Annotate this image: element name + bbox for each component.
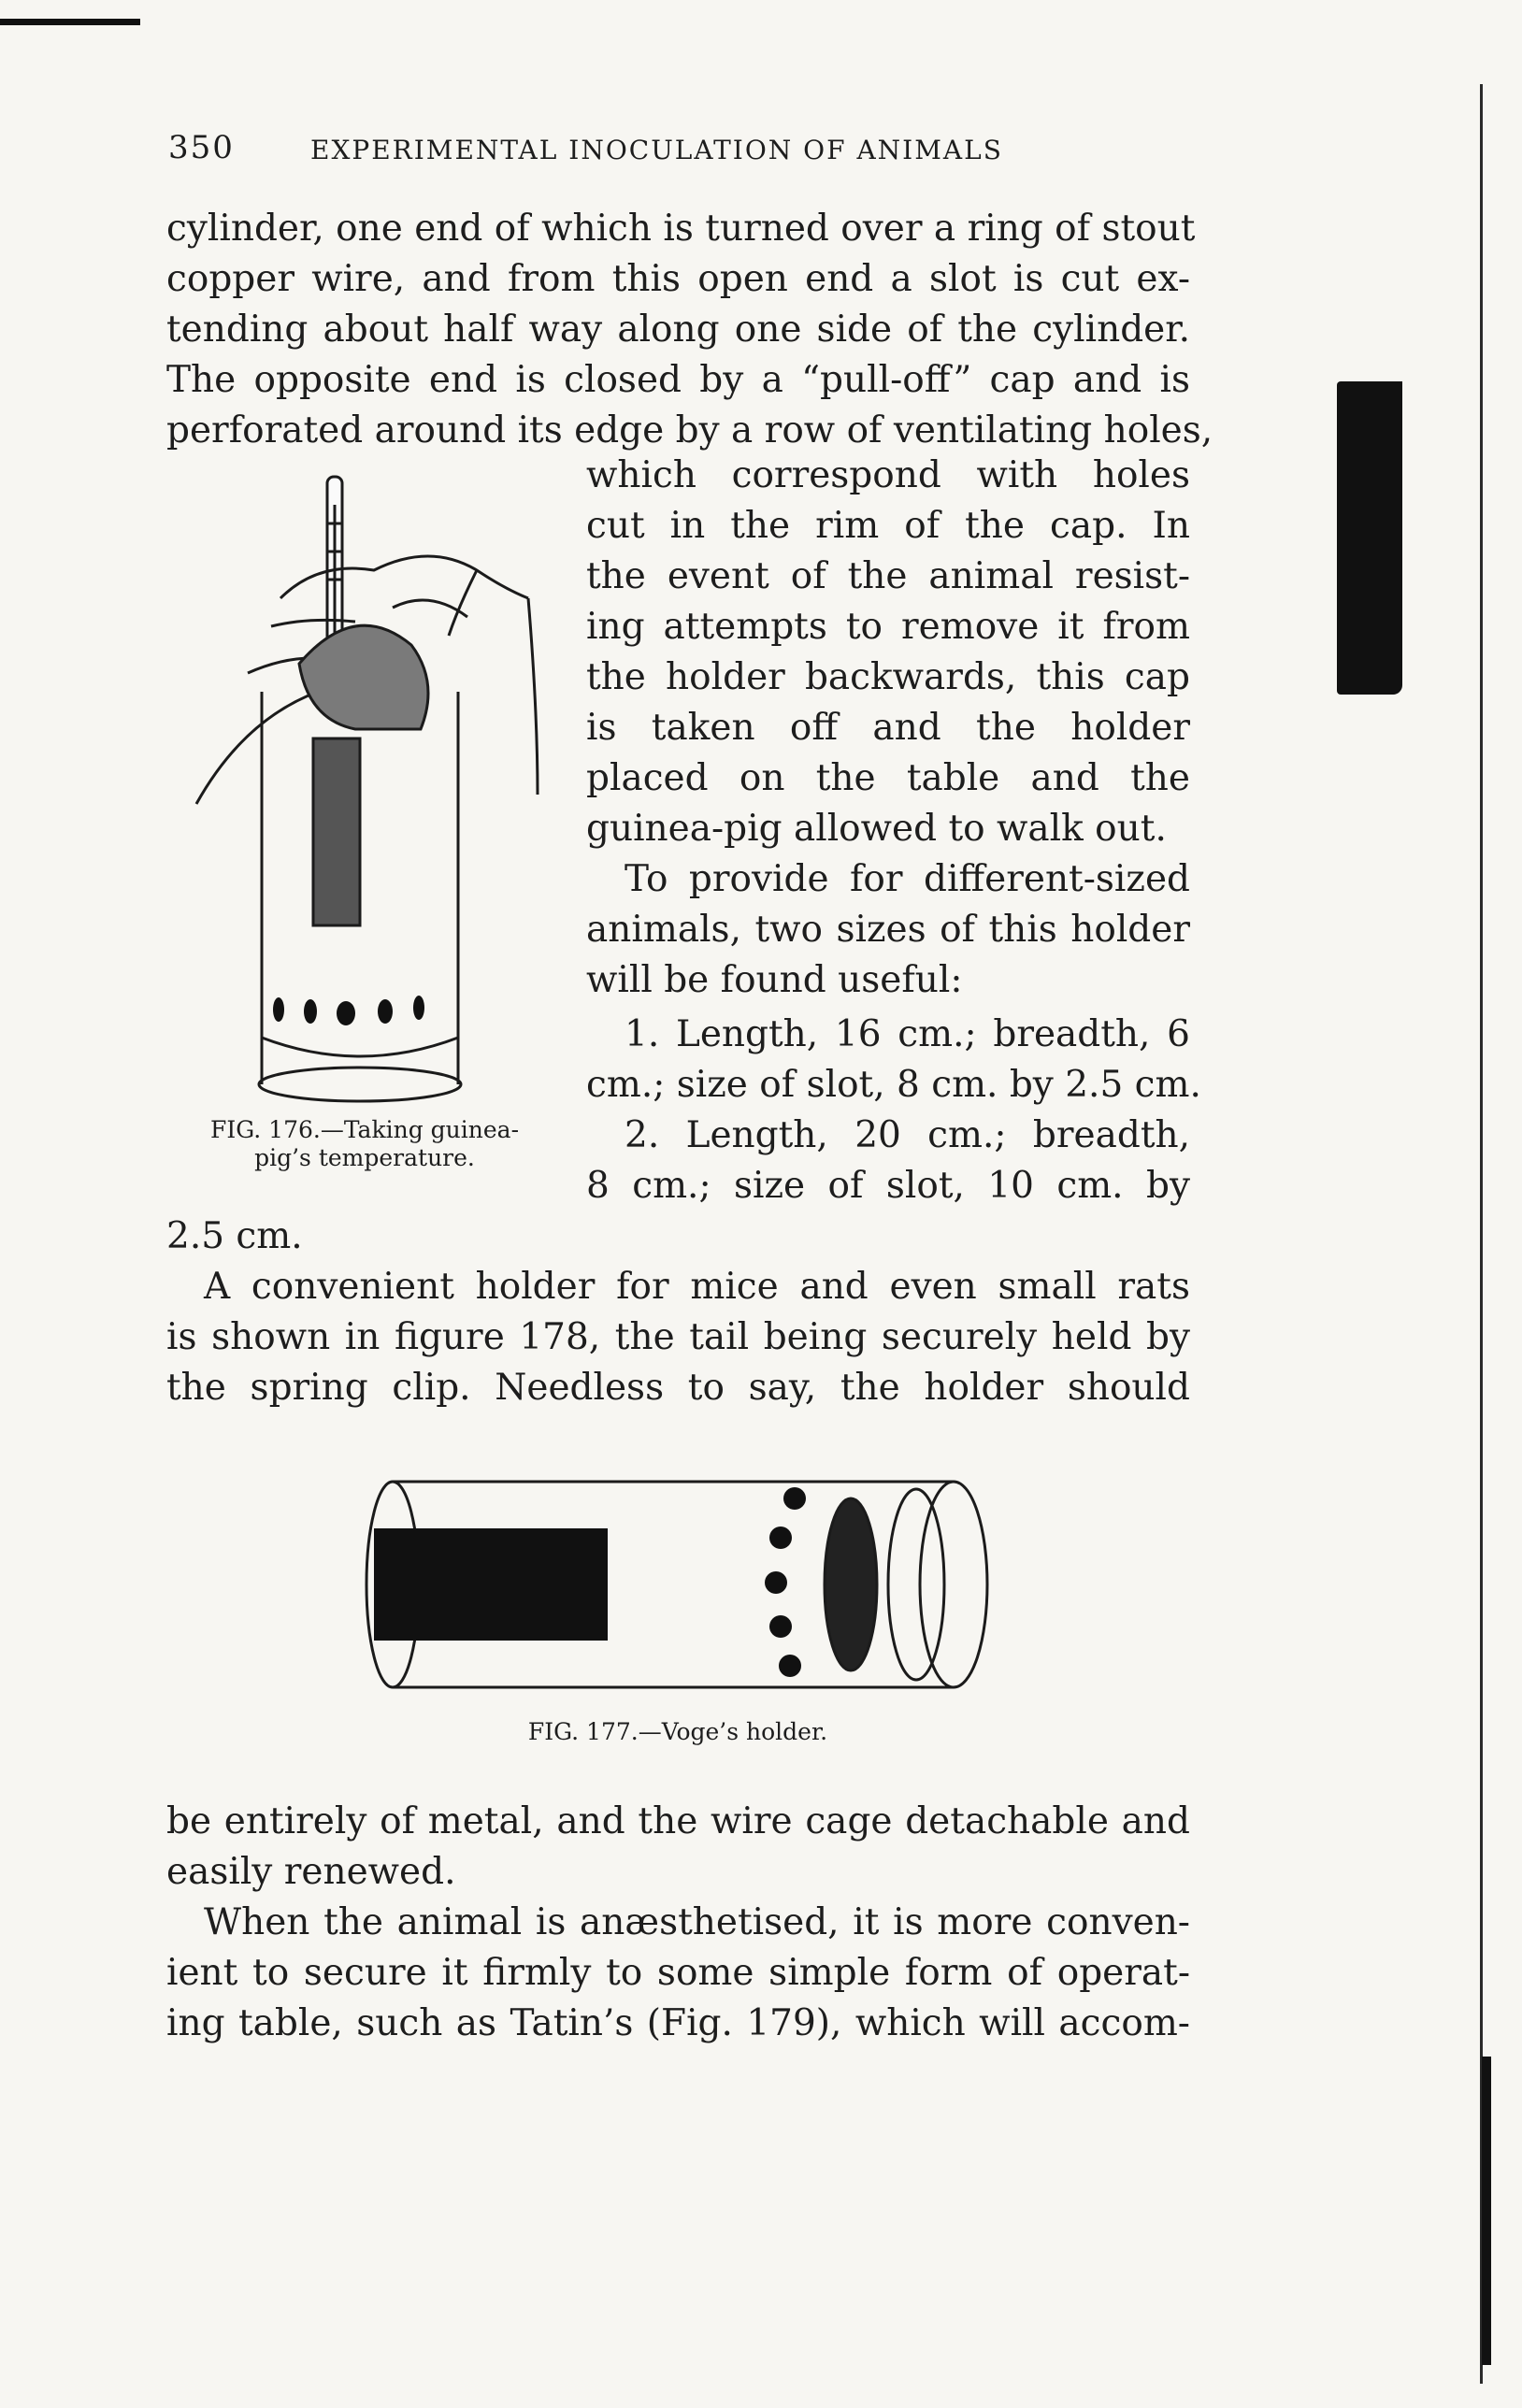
column-line: placed on the table and the bbox=[586, 757, 1190, 799]
list-line: 1. Length, 16 cm.; breadth, 6 bbox=[625, 1013, 1190, 1055]
body-line: ing table, such as Tatin’s (Fig. 179), which will accom- bbox=[166, 2002, 1190, 2044]
scan-mark-right-block bbox=[1337, 381, 1402, 695]
body-line: be entirely of metal, and the wire cage detachable and bbox=[166, 1800, 1190, 1842]
column-line: To provide for different-sized bbox=[625, 858, 1190, 900]
body-line: cylinder, one end of which is turned over a ring of stout bbox=[166, 208, 1196, 250]
body-line: the spring clip. Needless to say, the holder should bbox=[166, 1367, 1190, 1409]
list-line: 2. Length, 20 cm.; breadth, bbox=[625, 1114, 1190, 1156]
body-line: The opposite end is closed by a “pull-off” cap and is bbox=[166, 359, 1190, 401]
running-title: EXPERIMENTAL INOCULATION OF ANIMALS bbox=[310, 135, 1003, 165]
column-line: which correspond with holes bbox=[586, 454, 1190, 496]
body-line: A convenient holder for mice and even small rats bbox=[204, 1266, 1190, 1308]
figure-177-caption: FIG. 177.—Voge’s holder. bbox=[527, 1718, 828, 1745]
column-line: the holder backwards, this cap bbox=[586, 656, 1190, 698]
column-line: cut in the rim of the cap. In bbox=[586, 505, 1190, 547]
column-line: ing attempts to remove it from bbox=[586, 606, 1190, 648]
figure-176-caption bbox=[168, 1116, 561, 1172]
column-line: guinea-pig allowed to walk out. bbox=[586, 808, 1167, 850]
column-line: is taken off and the holder bbox=[586, 707, 1190, 749]
body-line: perforated around its edge by a row of ventilating holes, bbox=[166, 409, 1213, 452]
body-line: tending about half way along one side of the cylinder. bbox=[166, 308, 1190, 351]
scan-mark-top-left bbox=[0, 19, 140, 25]
running-header bbox=[168, 129, 1197, 176]
figure-176-illustration bbox=[168, 467, 561, 1103]
body-line: ient to secure it firmly to some simple form of operat- bbox=[166, 1952, 1190, 1994]
page-number: 350 bbox=[168, 129, 235, 166]
body-line: When the animal is anæsthetised, it is more conven- bbox=[204, 1901, 1190, 1943]
figure-177-illustration bbox=[355, 1458, 1000, 1711]
column-line: animals, two sizes of this holder bbox=[586, 909, 1190, 951]
list-line: cm.; size of slot, 8 cm. by 2.5 cm. bbox=[586, 1064, 1201, 1106]
figure-176-caption-line: FIG. 176.—Taking guinea- bbox=[209, 1116, 520, 1143]
column-line: will be found useful: bbox=[586, 959, 963, 1001]
list-line: 8 cm.; size of slot, 10 cm. by bbox=[586, 1165, 1190, 1207]
body-line: copper wire, and from this open end a slot is cut ex- bbox=[166, 258, 1190, 300]
body-line: easily renewed. bbox=[166, 1851, 456, 1893]
scan-mark-right-edge bbox=[1482, 2057, 1491, 2365]
column-line: the event of the animal resist- bbox=[586, 555, 1190, 597]
body-line: 2.5 cm. bbox=[166, 1215, 303, 1257]
scan-edge-line-right bbox=[1480, 84, 1483, 2384]
figure-176-caption-line: pig’s temperature. bbox=[254, 1144, 475, 1171]
body-line: is shown in figure 178, the tail being securely held by bbox=[166, 1316, 1190, 1358]
